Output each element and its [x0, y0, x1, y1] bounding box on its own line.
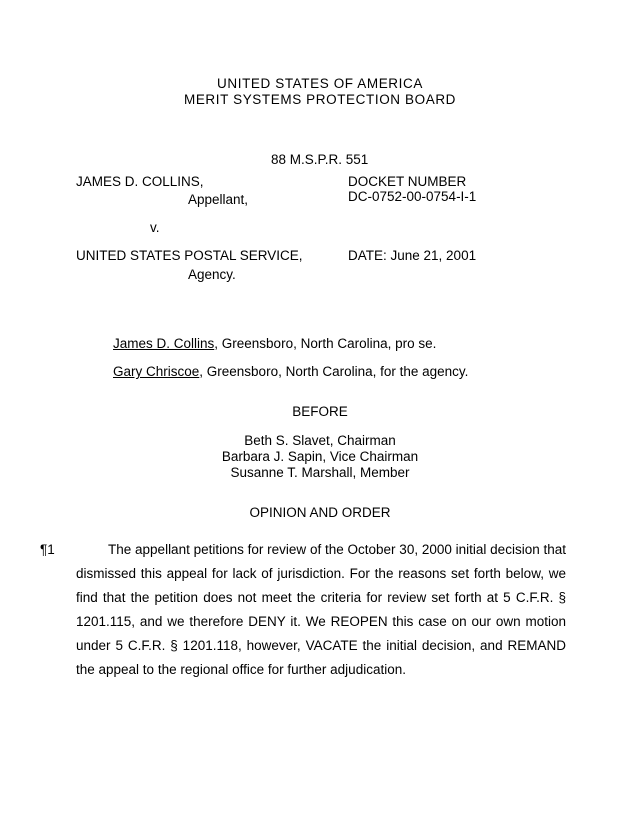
- paragraph-marker: ¶1: [40, 542, 55, 557]
- representative-appellant: [113, 336, 436, 352]
- before-heading: BEFORE: [292, 404, 348, 419]
- representative-details: , Greensboro, North Carolina, pro se.: [214, 336, 437, 351]
- header-country: UNITED STATES OF AMERICA: [217, 76, 423, 91]
- versus: v.: [150, 220, 160, 235]
- board-member-vice-chairman: Barbara J. Sapin, Vice Chairman: [221, 449, 419, 464]
- appellant-role: Appellant,: [188, 192, 249, 207]
- representative-name: Gary Chriscoe: [113, 364, 200, 379]
- representative-details: , Greensboro, North Carolina, for the agency.: [199, 364, 469, 379]
- header-board: MERIT SYSTEMS PROTECTION BOARD: [183, 92, 457, 107]
- representative-name: James D. Collins: [113, 336, 215, 351]
- paragraph-text: The appellant petitions for review of the October 30, 2000 initial decision that dismissed this appeal for lack of jurisdiction. For the reasons set forth below, we find that the petition does not meet the criteria for review set forth at 5 C.F.R. § 1201.115, and we therefore DENY it. We REOPEN this case on our own motion under 5 C.F.R. § 1201.118, however, VACATE the initial decision, and REMAND the appeal to the regional office for further adjudication.: [76, 542, 566, 677]
- docket-label: DOCKET NUMBER: [348, 174, 467, 189]
- decision-date: DATE: June 21, 2001: [348, 248, 477, 263]
- agency-name: UNITED STATES POSTAL SERVICE,: [76, 248, 303, 263]
- agency-role: Agency.: [188, 267, 236, 282]
- appellant-name: JAMES D. COLLINS,: [76, 174, 204, 189]
- board-member-chairman: Beth S. Slavet, Chairman: [244, 433, 396, 448]
- board-member-member: Susanne T. Marshall, Member: [230, 465, 410, 480]
- representative-agency: [113, 364, 468, 380]
- docket-number: DC-0752-00-0754-I-1: [348, 189, 477, 204]
- citation: 88 M.S.P.R. 551: [271, 152, 369, 167]
- opinion-heading: OPINION AND ORDER: [249, 505, 391, 520]
